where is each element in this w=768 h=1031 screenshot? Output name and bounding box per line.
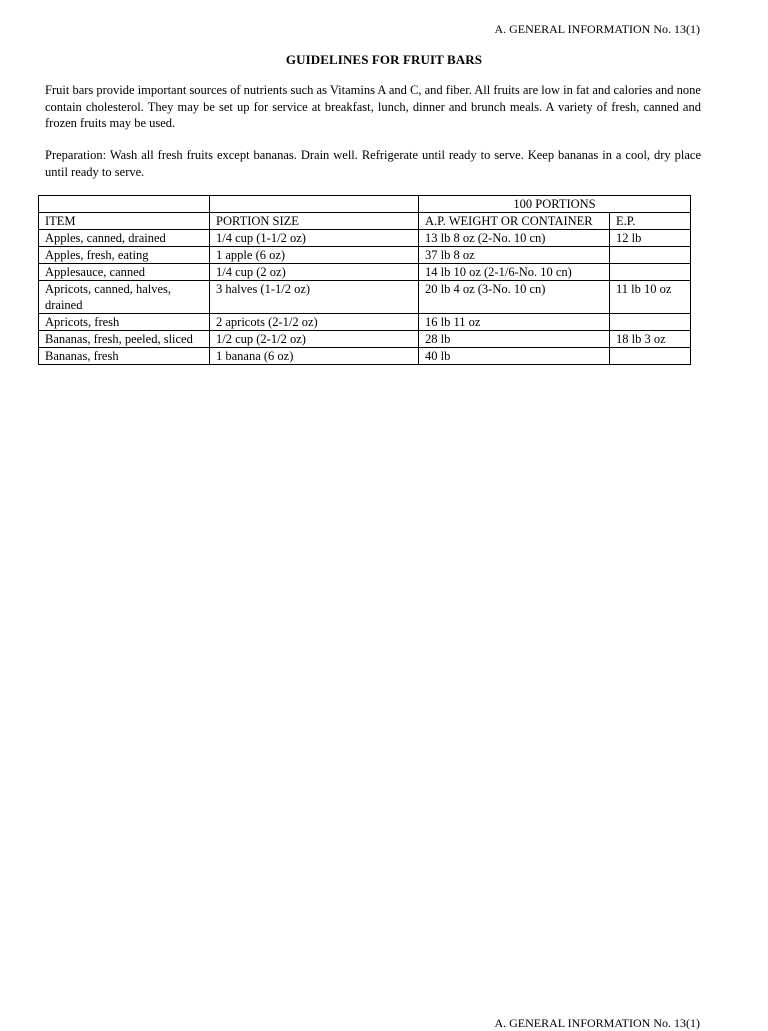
table-column-header-row bbox=[39, 213, 691, 230]
ap-weight-cell: 37 lb 8 oz bbox=[419, 247, 610, 264]
ep-cell bbox=[610, 348, 691, 365]
document-reference-header: A. GENERAL INFORMATION No. 13(1) bbox=[494, 22, 700, 36]
ap-weight-cell: 13 lb 8 oz (2-No. 10 cn) bbox=[419, 230, 610, 247]
portion-size-cell: 1 apple (6 oz) bbox=[210, 247, 419, 264]
item-cell: Apricots, fresh bbox=[39, 314, 210, 331]
item-cell: Bananas, fresh bbox=[39, 348, 210, 365]
ap-weight-cell: 40 lb bbox=[419, 348, 610, 365]
table-row bbox=[39, 348, 691, 365]
ep-cell: 12 lb bbox=[610, 230, 691, 247]
column-header-ep: E.P. bbox=[610, 213, 691, 230]
column-header-item: ITEM bbox=[39, 213, 210, 230]
preparation-paragraph: Preparation: Wash all fresh fruits except bananas. Drain well. Refrigerate until ready to serve. Keep bananas in a cool, dry place until ready to serve. bbox=[45, 148, 701, 179]
item-cell: Apples, fresh, eating bbox=[39, 247, 210, 264]
table-row bbox=[39, 314, 691, 331]
ep-cell bbox=[610, 314, 691, 331]
table-row bbox=[39, 331, 691, 348]
ap-weight-cell: 14 lb 10 oz (2-1/6-No. 10 cn) bbox=[419, 264, 610, 281]
portion-size-cell: 1 banana (6 oz) bbox=[210, 348, 419, 365]
ep-cell bbox=[610, 264, 691, 281]
column-header-portion-size: PORTION SIZE bbox=[210, 213, 419, 230]
item-cell: Bananas, fresh, peeled, sliced bbox=[39, 331, 210, 348]
blank-header-cell bbox=[210, 196, 419, 213]
item-cell: Apricots, canned, halves, drained bbox=[39, 281, 210, 314]
fruit-portions-table bbox=[38, 195, 691, 365]
item-cell: Apples, canned, drained bbox=[39, 230, 210, 247]
ap-weight-cell: 20 lb 4 oz (3-No. 10 cn) bbox=[419, 281, 610, 314]
page-title: GUIDELINES FOR FRUIT BARS bbox=[285, 52, 483, 67]
ep-cell: 11 lb 10 oz bbox=[610, 281, 691, 314]
column-header-ap-weight: A.P. WEIGHT OR CONTAINER bbox=[419, 213, 610, 230]
table-row bbox=[39, 264, 691, 281]
table-row bbox=[39, 247, 691, 264]
document-reference-footer: A. GENERAL INFORMATION No. 13(1) bbox=[494, 1016, 700, 1030]
table-row bbox=[39, 281, 691, 314]
table-group-header-row bbox=[39, 196, 691, 213]
ap-weight-cell: 16 lb 11 oz bbox=[419, 314, 610, 331]
portions-group-header: 100 PORTIONS bbox=[419, 196, 691, 213]
ep-cell bbox=[610, 247, 691, 264]
ap-weight-cell: 28 lb bbox=[419, 331, 610, 348]
blank-header-cell bbox=[39, 196, 210, 213]
ep-cell: 18 lb 3 oz bbox=[610, 331, 691, 348]
portion-size-cell: 2 apricots (2-1/2 oz) bbox=[210, 314, 419, 331]
portion-size-cell: 1/4 cup (1-1/2 oz) bbox=[210, 230, 419, 247]
portion-size-cell: 3 halves (1-1/2 oz) bbox=[210, 281, 419, 314]
table-row bbox=[39, 230, 691, 247]
portion-size-cell: 1/2 cup (2-1/2 oz) bbox=[210, 331, 419, 348]
portion-size-cell: 1/4 cup (2 oz) bbox=[210, 264, 419, 281]
intro-paragraph: Fruit bars provide important sources of nutrients such as Vitamins A and C, and fiber. All fruits are low in fat and calories and none contain cholesterol. They may be set up for service at breakfast, lunch, dinner and brunch meals. A variety of fresh, canned and frozen fruits may be used. bbox=[45, 83, 701, 130]
item-cell: Applesauce, canned bbox=[39, 264, 210, 281]
